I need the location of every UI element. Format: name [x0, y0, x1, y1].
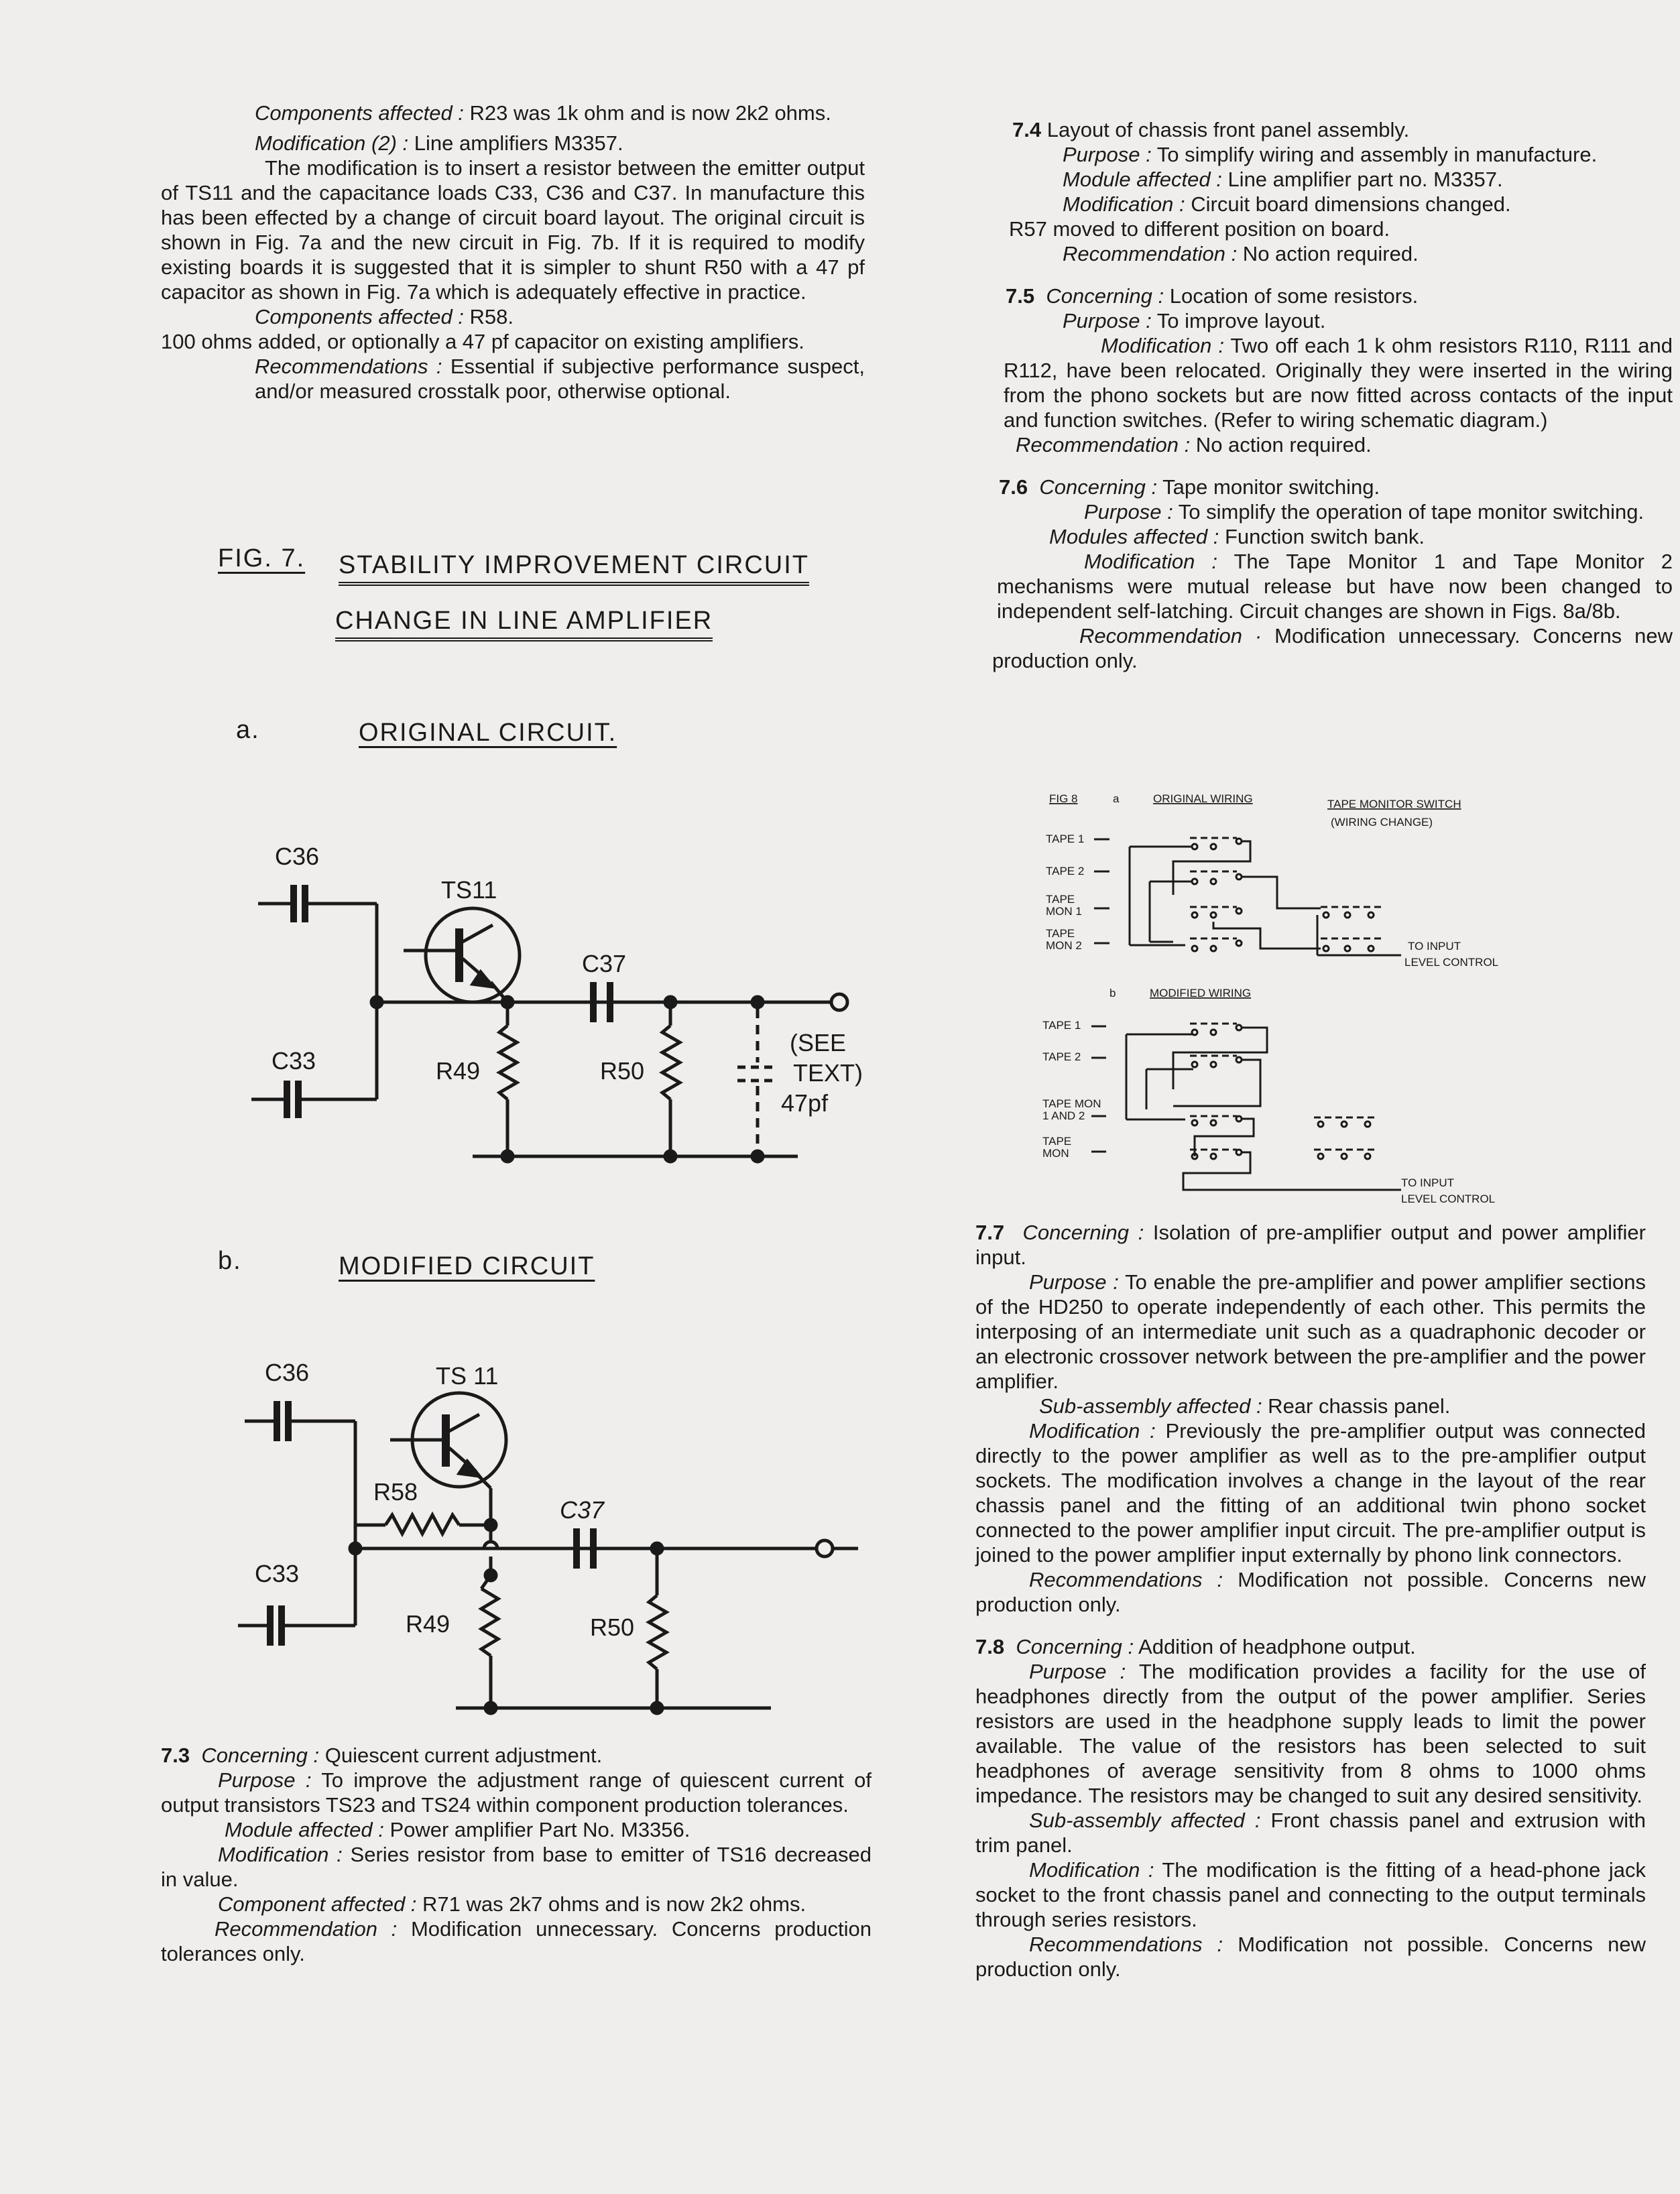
s76-concerning: 7.6 Concerning : Tape monitor switching.: [999, 475, 1380, 499]
label-c37-b: C37: [560, 1496, 605, 1524]
fig7a-title: ORIGINAL CIRCUIT.: [359, 719, 617, 747]
s73-module: Module affected : Power amplifier Part No. M3356.: [225, 1818, 691, 1841]
s75-recommendation: Recommendation : No action required.: [1016, 433, 1372, 456]
fig7-title-1: STABILITY IMPROVEMENT CIRCUIT: [339, 551, 809, 580]
fig8-b-in-1: TAPE 2: [1042, 1050, 1081, 1063]
fig8-a-title: ORIGINAL WIRING: [1153, 792, 1253, 805]
s77-recommendation: Recommendations : Modification not possible. Concerns new production only.: [975, 1568, 1646, 1616]
s73-concerning: 7.3 Concerning : Quiescent current adjustment.: [161, 1744, 603, 1767]
s77-concerning: 7.7 Concerning : Isolation of pre-amplifier output and power amplifier input.: [975, 1221, 1646, 1269]
s75-purpose: Purpose : To improve layout.: [1063, 309, 1326, 332]
label-see: (SEE: [790, 1029, 847, 1056]
fig8-b-in-5: MON: [1042, 1147, 1069, 1160]
fig8-to-input-b: TO INPUT: [1401, 1176, 1455, 1189]
modification-2: Modification (2) : Line amplifiers M3357.: [255, 131, 623, 155]
fig7-label: FIG. 7.: [218, 544, 306, 572]
label-c33: C33: [272, 1047, 316, 1075]
label-47pf: 47pf: [781, 1089, 829, 1117]
label-c33-b: C33: [255, 1560, 300, 1587]
left-column: [161, 101, 865, 404]
circuit-modified: [228, 1354, 872, 1729]
fig8-a-in-0: TAPE 1: [1046, 833, 1085, 845]
fig7a-letter: a.: [236, 716, 260, 744]
modification-2-body: The modification is to insert a resistor between the emitter output of TS11 and the capacitance loads C33, C36 and C37. In manufacture this has been effected by a change of circuit board layout. The original circuit is shown in Fig. 7a and the new circuit in Fig. 7b. If it is required to modify existing boards it is suggested that it is simpler to shunt R50 with a 47 pf capacitor as shown in Fig. 7a which is adequately effective in practice.: [161, 156, 865, 304]
section-7-8: [975, 1634, 1646, 1982]
label-ts11-b: TS 11: [436, 1362, 499, 1390]
s77-purpose: Purpose : To enable the pre-amplifier and power amplifier sections of the HD250 to operate independently of each other. This permits the interposing of an intermediate unit such as a quadraphonic decoder or an electronic crossover network between the pre-amplifier and the power amplifier.: [975, 1270, 1646, 1393]
label-text: TEXT): [793, 1059, 863, 1087]
fig8-level-b: LEVEL CONTROL: [1401, 1193, 1496, 1205]
s75-modification: Modification : Two off each 1 k ohm resistors R110, R111 and R112, have been relocated. Originally they were inserted in the wiring from the phono sockets but are now fitted across contacts of the input and function switches. (Refer to wiring schematic diagram.): [1004, 334, 1673, 432]
label-ts11: TS11: [441, 876, 497, 904]
fig8-b-in-3: 1 AND 2: [1042, 1109, 1085, 1122]
fig8-switch-title: TAPE MONITOR SWITCH: [1327, 798, 1461, 810]
s78-recommendation: Recommendations : Modification not possible. Concerns new production only.: [975, 1933, 1646, 1981]
fig8-a-in-1: TAPE 2: [1046, 865, 1085, 877]
s76-recommendation: Recommendation · Modification unnecessary. Concerns new production only.: [992, 624, 1673, 672]
label-r58: R58: [373, 1478, 418, 1506]
label-r49-b: R49: [406, 1610, 451, 1638]
fig7b-letter: b.: [218, 1247, 242, 1275]
fig8-level: LEVEL CONTROL: [1404, 956, 1499, 969]
fig8-a: a: [1113, 792, 1120, 805]
s73-recommendation: Recommendation : Modification unnecessary. Concerns production tolerances only.: [161, 1917, 872, 1965]
s78-sub: Sub-assembly affected : Front chassis panel and extrusion with trim panel.: [975, 1809, 1646, 1857]
fig8-b-in-4: TAPE: [1042, 1135, 1072, 1148]
s74-recommendation: Recommendation : No action required.: [1063, 242, 1419, 265]
r58-note: 100 ohms added, or optionally a 47 pf capacitor on existing amplifiers.: [161, 330, 804, 353]
fig8-a-in-4: TAPE: [1046, 927, 1075, 940]
fig8-b-in-0: TAPE 1: [1042, 1019, 1081, 1032]
right-column-bottom: [975, 1220, 1646, 1982]
section-7-3: [161, 1743, 872, 1966]
s74-extra: R57 moved to different position on board.: [1009, 217, 1390, 241]
label-c36-b: C36: [265, 1359, 310, 1386]
fig8-b: b: [1109, 987, 1116, 999]
components-affected-r58: Components affected : R58.: [255, 305, 514, 328]
fig8-wiring: [1006, 788, 1515, 1210]
s74-module: Module affected : Line amplifier part no. M3357.: [1063, 168, 1503, 191]
fig7-title-2: CHANGE IN LINE AMPLIFIER: [335, 607, 713, 635]
components-affected-r23: Components affected : R23 was 1k ohm and is now 2k2 ohms.: [255, 101, 831, 125]
fig7b-title: MODIFIED CIRCUIT: [339, 1252, 595, 1280]
s73-component: Component affected : R71 was 2k7 ohms and is now 2k2 ohms.: [218, 1892, 806, 1916]
section-7-7: [975, 1220, 1646, 1617]
s78-purpose: Purpose : The modification provides a facility for the use of headphones directly from the output of the power amplifier. Series resistors are used in the headphone supply leads to limit the power available. The value of the resistors has been selected to suit headphones of average sensitivity from 8 ohms to 1000 ohms impedance. The resistors may be changed to suit any desired sensitivity.: [975, 1660, 1646, 1807]
s76-purpose: Purpose : To simplify the operation of tape monitor switching.: [1084, 500, 1644, 524]
section-7-4: [962, 117, 1673, 266]
s74-title: 7.4 Layout of chassis front panel assembly.: [1012, 118, 1410, 141]
s77-modification: Modification : Previously the pre-amplifier output was connected directly to the power amplifier as well as to the pre-amplifier output sockets. The modification involves a change in the layout of the rear chassis panel and the fitting of an additional twin phono socket connected to the power amplifier input circuit. The pre-amplifier output is joined to the power amplifier input externally by phono link connectors.: [975, 1419, 1646, 1567]
s76-modification: Modification : The Tape Monitor 1 and Tape Monitor 2 mechanisms were mutual release but have now been changed to independent self-latching. Circuit changes are shown in Figs. 8a/8b.: [997, 550, 1673, 623]
fig8-a-in-2: TAPE: [1046, 893, 1075, 906]
s78-concerning: 7.8 Concerning : Addition of headphone output.: [975, 1635, 1416, 1658]
s73-purpose: Purpose : To improve the adjustment range of quiescent current of output transistors TS23 and TS24 within component production tolerances.: [161, 1768, 872, 1817]
fig8-to-input: TO INPUT: [1408, 940, 1461, 953]
section-7-5: [962, 284, 1673, 457]
fig8-b-title: MODIFIED WIRING: [1150, 987, 1252, 999]
s77-sub: Sub-assembly affected : Rear chassis panel.: [1039, 1394, 1451, 1418]
s78-modification: Modification : The modification is the fitting of a head-phone jack socket to the front chassis panel and connecting to the output terminals through series resistors.: [975, 1858, 1646, 1931]
s75-concerning: 7.5 Concerning : Location of some resistors.: [1006, 284, 1419, 308]
fig8-a-in-5: MON 2: [1046, 939, 1082, 952]
recommendations-fig7: Recommendations : Essential if subjective performance suspect, and/or measured crosstalk poor, otherwise optional.: [255, 355, 865, 403]
section-7-6: [962, 475, 1673, 673]
right-column-top: [962, 117, 1673, 673]
circuit-original: [228, 831, 872, 1180]
fig8-label: FIG 8: [1049, 792, 1078, 805]
s74-modification: Modification : Circuit board dimensions changed.: [1063, 192, 1511, 216]
fig8-b-in-2: TAPE MON: [1042, 1097, 1101, 1110]
label-c37: C37: [582, 950, 627, 977]
s74-purpose: Purpose : To simplify wiring and assembly in manufacture.: [1063, 143, 1598, 166]
fig8-a-in-3: MON 1: [1046, 905, 1082, 918]
s76-modules: Modules affected : Function switch bank.: [1049, 525, 1425, 548]
label-r49: R49: [436, 1057, 481, 1085]
label-r50: R50: [600, 1057, 645, 1085]
label-r50-b: R50: [590, 1613, 635, 1641]
s73-modification: Modification : Series resistor from base to emitter of TS16 decreased in value.: [161, 1843, 872, 1891]
fig8-switch-sub: (WIRING CHANGE): [1331, 816, 1433, 829]
label-c36: C36: [275, 843, 320, 870]
